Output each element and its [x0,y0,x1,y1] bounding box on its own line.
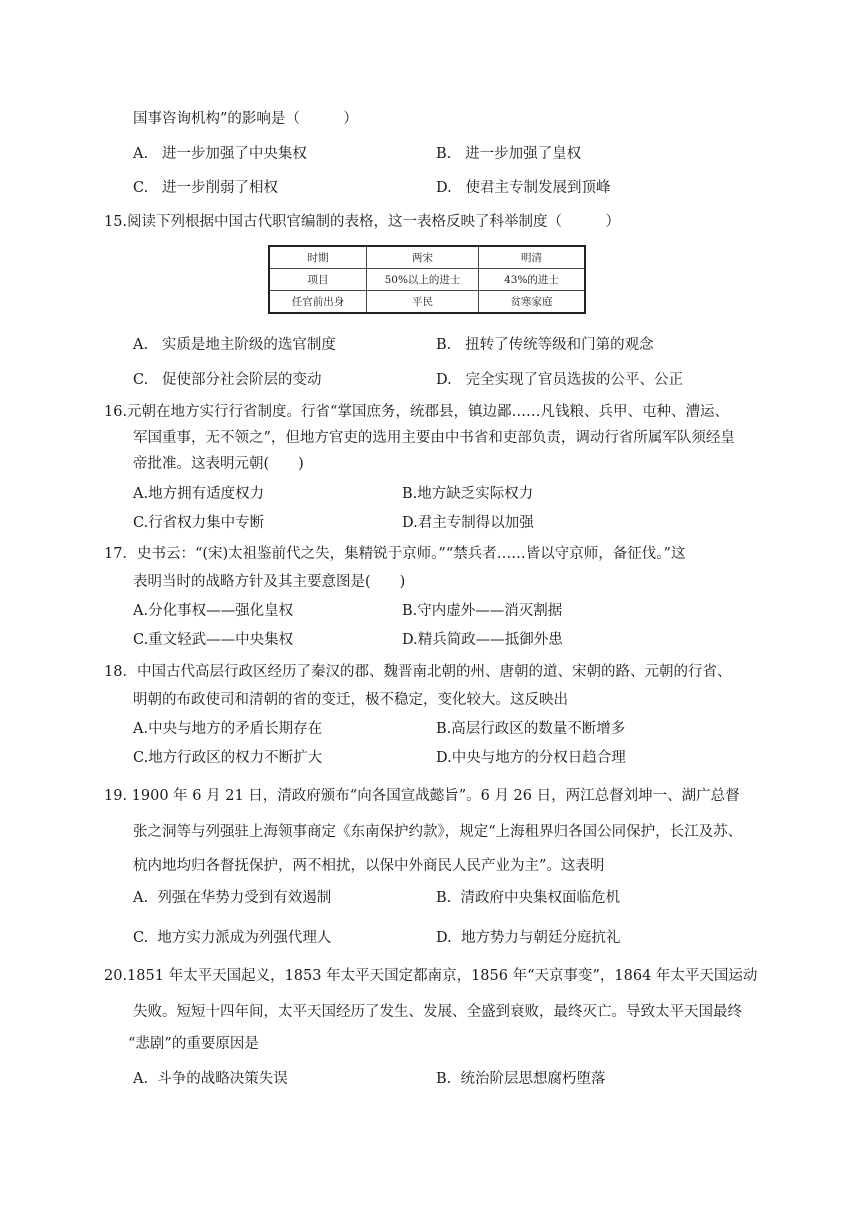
option-text: 分化事权——强化皇权 [148,603,294,619]
table-cell: 43%的进士 [479,269,586,291]
q16-stem-line-3: 帝批准。这表明元朝( ) [133,456,304,472]
q20-stem-line-2: 失败。短短十四年间，太平天国经历了发生、发展、全盛到衰败，最终灭亡。导致太平天国最终 [133,1004,742,1020]
option-text: 使君主专制发展到顶峰 [465,180,611,196]
option-text: 完全实现了官员选拔的公平、公正 [465,372,684,388]
option-letter: D. [436,750,452,766]
option-letter: D. [436,372,452,388]
option-text: 促使部分社会阶层的变动 [162,372,322,388]
table-cell: 50%以上的进士 [367,269,479,291]
option-text: 地方实力派成为列强代理人 [157,930,332,946]
q16-stem-line-2: 军国重事，无不领之”，但地方官吏的选用主要由中书省和吏部负责，调动行省所属军队须经皇 [133,430,735,446]
question-number: 15. [104,214,128,230]
option-letter: B. [436,1071,452,1087]
q19-stem-line-1: 19. 1900 年 6 月 21 日，清政府颁布“向各国宣战懿旨”。6 月 26 日，两江总督刘坤一、湖广总督 [104,788,740,804]
option-text: 扭转了传统等级和门第的观念 [465,337,654,353]
option-letter: A. [133,146,149,162]
option-letter: D. [402,632,418,648]
option-letter: D. [402,515,418,531]
q19-option-d[interactable] [436,928,620,948]
q20-stem-line-1: 20.1851 年太平天国起义，1853 年太平天国定都南京，1856 年“天京事变”，1864 年太平天国运动 [104,968,758,984]
option-letter: A. [133,337,149,353]
option-letter: D. [436,180,452,196]
q18-option-c[interactable] [133,748,322,768]
option-letter: A. [133,486,149,502]
q14-option-b[interactable] [436,144,581,164]
table-row [269,291,585,314]
q15-option-b[interactable] [436,335,654,355]
q14-option-a[interactable] [133,144,307,164]
option-letter: A. [133,721,149,737]
q18-stem-line-2: 明朝的布政使司和清朝的省的变迁，极不稳定，变化较大。这反映出 [133,692,568,708]
option-text: 中央与地方的矛盾长期存在 [148,721,323,737]
option-letter: B. [402,486,418,502]
option-text: 实质是地主阶级的选官制度 [161,337,336,353]
q16-option-a[interactable] [133,484,264,504]
q15-stem [104,212,620,232]
q17-option-b[interactable] [402,601,562,621]
q14-option-c[interactable] [133,178,278,198]
q17-option-c[interactable] [133,630,293,650]
q17-option-a[interactable] [133,601,293,621]
option-letter: C. [133,515,149,531]
option-text: 重文轻武——中央集权 [148,632,294,648]
table-header-cell: 时期 [269,246,367,269]
table-cell: 贫寒家庭 [479,291,586,314]
option-letter: B. [436,337,452,353]
q15-option-a[interactable] [133,335,336,355]
q15-option-d[interactable] [436,370,683,390]
option-letter: A. [133,1071,149,1087]
q16-stem-line-1: 16.元朝在地方实行行省制度。行省“掌国庶务，统郡县，镇边鄙……凡钱粮、兵甲、屯种、漕运、 [104,404,729,420]
option-text: 地方拥有适度权力 [148,486,265,502]
q19-stem-line-2: 张之洞等与列强驻上海领事商定《东南保护约款》，规定“上海租界归各国公同保护，长江及苏、 [133,824,743,840]
option-letter: D. [436,930,452,946]
option-text: 守内虚外——消灭割据 [417,603,563,619]
table-cell: 任官前出身 [269,291,367,314]
q18-option-d[interactable] [436,748,626,768]
option-letter: C. [133,372,149,388]
option-letter: B. [402,603,418,619]
table-header-row [269,246,585,269]
q18-option-b[interactable] [436,719,625,739]
option-text: 行省权力集中专断 [148,515,265,531]
option-text: 地方势力与朝廷分庭抗礼 [460,930,621,946]
option-text: 进一步削弱了相权 [162,180,279,196]
q16-option-d[interactable] [402,513,534,533]
q17-stem-line-2: 表明当时的战略方针及其主要意图是( ) [133,574,406,590]
q20-stem-line-3: “悲剧”的重要原因是 [128,1036,259,1052]
option-text: 高层行政区的数量不断增多 [451,721,626,737]
table-cell: 项目 [269,269,367,291]
table-row [269,269,585,291]
option-text: 清政府中央集权面临危机 [460,890,620,906]
q16-option-c[interactable] [133,513,264,533]
q16-option-b[interactable] [402,484,533,504]
option-text: 中央与地方的分权日趋合理 [451,750,626,766]
option-letter: A. [133,603,149,619]
option-text: 统治阶层思想腐朽堕落 [460,1071,606,1087]
q18-stem-line-1: 18．中国古代高层行政区经历了秦汉的郡、魏晋南北朝的州、唐朝的道、宋朝的路、元朝的行省、 [104,664,732,680]
q19-option-a[interactable] [133,888,331,908]
option-text: 君主专制得以加强 [417,515,534,531]
q15-option-c[interactable] [133,370,322,390]
option-text: 列强在华势力受到有效遏制 [157,890,332,906]
option-text: 进一步加强了中央集权 [161,146,307,162]
option-letter: A. [133,890,149,906]
option-letter: B. [436,146,452,162]
option-text: 精兵简政——抵御外患 [417,632,563,648]
q20-option-a[interactable] [133,1069,288,1089]
q19-option-b[interactable] [436,888,620,908]
question-text: 阅读下列根据中国古代职官编制的表格，这一表格反映了科举制度（ ） [127,214,621,230]
q19-option-c[interactable] [133,928,331,948]
table-cell: 平民 [367,291,479,314]
table-header-cell: 两宋 [367,246,479,269]
option-letter: C. [133,750,149,766]
option-letter: B. [436,890,452,906]
q17-option-d[interactable] [402,630,563,650]
q14-option-d[interactable] [436,178,611,198]
option-text: 斗争的战略决策失误 [157,1071,288,1087]
option-letter: C. [133,930,149,946]
q20-option-b[interactable] [436,1069,605,1089]
option-text: 进一步加强了皇权 [465,146,582,162]
q14-stem-tail: 国事咨询机构”的影响是（ ） [133,111,358,127]
option-letter: B. [436,721,452,737]
option-text: 地方缺乏实际权力 [417,486,534,502]
option-letter: C. [133,180,149,196]
table-header-cell: 明清 [479,246,586,269]
option-letter: C. [133,632,149,648]
option-text: 地方行政区的权力不断扩大 [148,750,323,766]
q17-stem-line-1: 17．史书云：“(宋)太祖鉴前代之失，集精锐于京师。”“禁兵者……皆以守京师，备征伐。”这 [104,546,686,562]
q19-stem-line-3: 杭内地均归各督抚保护，两不相扰，以保中外商民人民产业为主”。这表明 [133,858,605,874]
q15-table [268,245,586,314]
q18-option-a[interactable] [133,719,322,739]
